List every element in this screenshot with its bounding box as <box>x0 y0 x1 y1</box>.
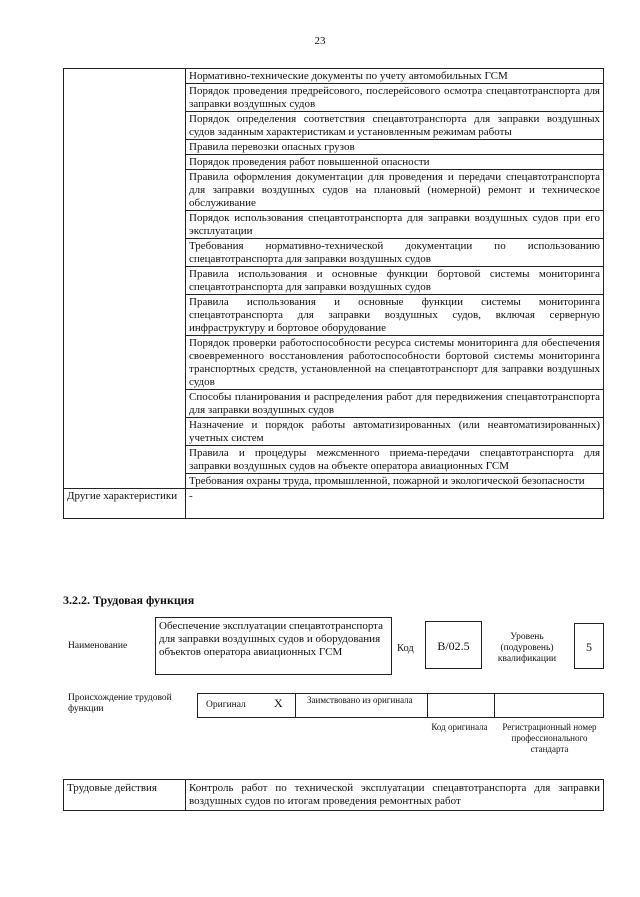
table-row <box>64 69 604 84</box>
knowledge-item: Порядок использования спецавтотранспорта для заправки воздушных судов при его эксплуатации <box>186 211 604 239</box>
table-row <box>64 489 604 519</box>
function-code-value: B/02.5 <box>425 621 482 669</box>
code-original-caption: Код оригинала <box>431 722 488 732</box>
reg-number-caption: Регистрационный номер профессионального стандарта <box>502 722 597 754</box>
code-label: Код <box>397 643 414 654</box>
knowledge-label-cell <box>64 69 186 489</box>
knowledge-table <box>63 68 604 519</box>
section-title: 3.2.2. Трудовая функция <box>63 593 195 607</box>
knowledge-item: Нормативно-технические документы по учету автомобильных ГСМ <box>186 69 604 84</box>
actions-table <box>63 779 604 811</box>
knowledge-item: Требования охраны труда, промышленной, пожарной и экологической безопасности <box>186 474 604 489</box>
actions-label: Трудовые действия <box>64 780 186 811</box>
other-characteristics-label: Другие характеристики <box>64 489 186 519</box>
knowledge-item: Правила использования и основные функции системы мониторинга спецавтотранспорта для заправки воздушных судов, включая серверную инфраструктуру и бортовое оборудование <box>186 295 604 336</box>
knowledge-item: Правила оформления документации для проведения и передачи спецавтотранспорта для заправки воздушных судов на плановый (номерной) ремонт и техническое обслуживание <box>186 170 604 211</box>
other-characteristics-value: - <box>186 489 604 519</box>
level-label: Уровень (подуровень) квалификации <box>497 632 557 664</box>
reg-number-cell <box>494 694 603 717</box>
knowledge-item: Порядок проведения работ повышенной опасности <box>186 155 604 170</box>
knowledge-item: Порядок определения соответствия спецавтотранспорта для заправки воздушных судов заданным характеристикам и установленным режимам работы <box>186 112 604 140</box>
code-original-cell <box>427 694 495 717</box>
knowledge-item: Требования нормативно-технической документации по использованию спецавтотранспорта для заправки воздушных судов <box>186 239 604 267</box>
table-row <box>64 780 604 811</box>
origin-table <box>197 693 604 718</box>
knowledge-item: Правила и процедуры межсменного приема-передачи спецавтотранспорта для заправки воздушных судов на объекте оператора авиационных ГСМ <box>186 446 604 474</box>
borrowed-label: Заимствовано из оригинала <box>307 695 413 705</box>
function-name-value: Обеспечение эксплуатации спецавтотранспорта для заправки воздушных судов и оборудования объектов оператора авиационных ГСМ <box>155 617 392 675</box>
knowledge-item: Порядок проверки работоспособности ресурса системы мониторинга для обеспечения своевременного восстановления работоспособности бортовой системы мониторинга транспортных средств, установленной на спецавтотранспорт для заправки воздушных судов <box>186 336 604 390</box>
origin-label: Происхождение трудовой функции <box>68 693 172 714</box>
knowledge-item: Порядок проведения предрейсового, послерейсового осмотра спецавтотранспорта для заправки воздушных судов <box>186 84 604 112</box>
knowledge-item: Правила перевозки опасных грузов <box>186 140 604 155</box>
name-label: Наименование <box>68 641 128 651</box>
original-cell <box>198 694 296 717</box>
borrowed-cell <box>295 694 428 717</box>
page-number: 23 <box>314 35 326 47</box>
actions-text: Контроль работ по технической эксплуатации спецавтотранспорта для заправки воздушных судов по итогам проведения ремонтных работ <box>186 780 604 811</box>
original-label: Оригинал <box>206 700 246 710</box>
knowledge-item: Правила использования и основные функции бортовой системы мониторинга спецавтотранспорта для заправки воздушных судов <box>186 267 604 295</box>
knowledge-item: Назначение и порядок работы автоматизированных (или неавтоматизированных) учетных систем <box>186 418 604 446</box>
knowledge-item: Способы планирования и распределения работ для передвижения спецавтотранспорта для заправки воздушных судов <box>186 390 604 418</box>
original-mark: X <box>274 696 283 710</box>
level-value: 5 <box>574 623 604 669</box>
